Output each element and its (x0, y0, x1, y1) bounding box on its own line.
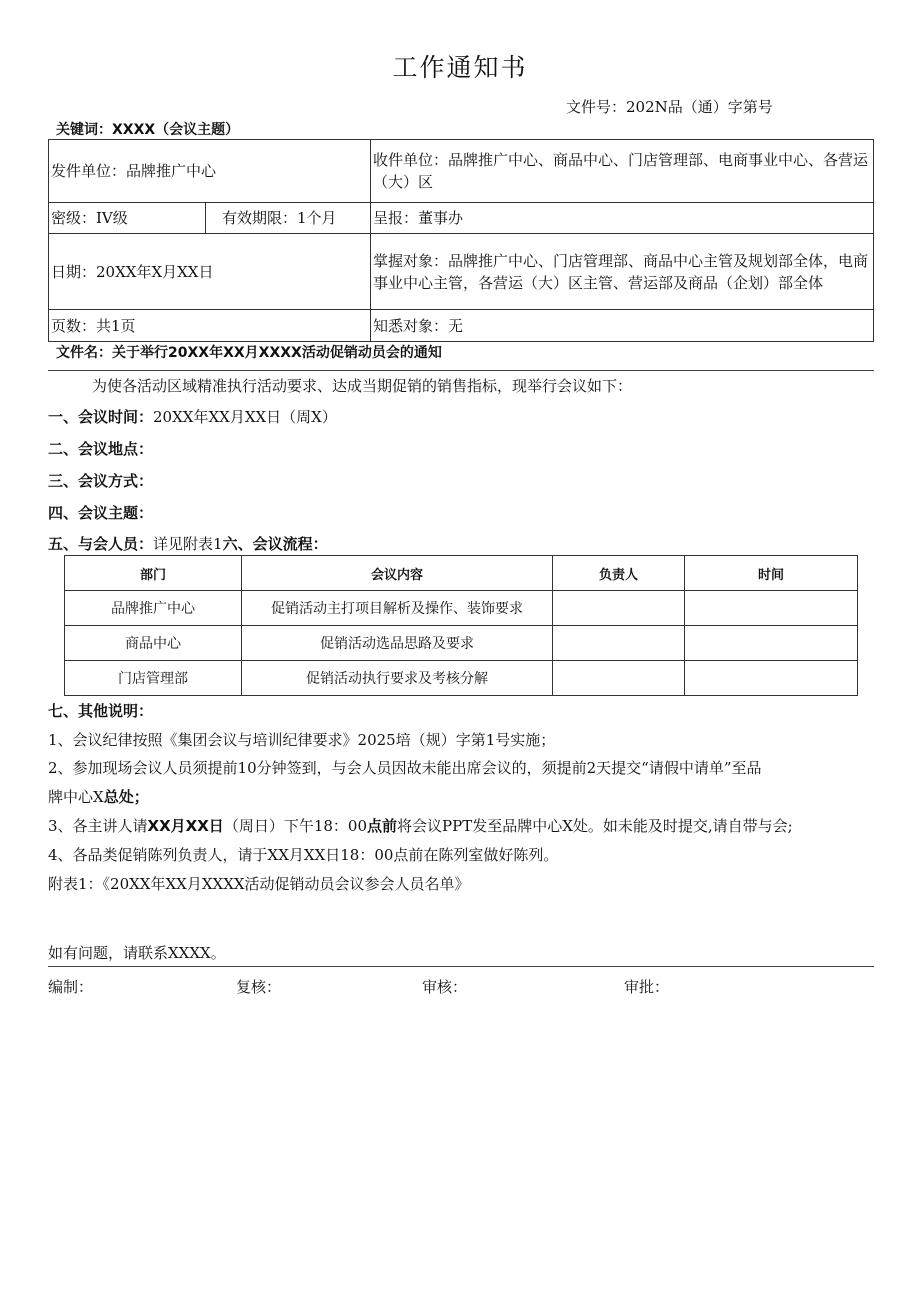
intro-paragraph: 为使各活动区域精准执行活动要求、达成当期促销的销售指标，现举行会议如下： (92, 377, 633, 395)
section-attendees (48, 533, 328, 554)
document-number: 文件号：202N品（通）字第号 (566, 98, 773, 116)
header-content: 会议内容 (242, 556, 553, 591)
cell-department: 商品中心 (65, 626, 242, 661)
section-label: 三、会议方式： (48, 472, 154, 490)
cell-content: 促销活动执行要求及考核分解 (242, 661, 553, 696)
other-heading: 七、其他说明： (48, 702, 154, 720)
keywords: 关键词：XXXX（会议主题） (56, 122, 240, 138)
notify-cell: 知悉对象：无 (371, 310, 874, 342)
info-table (48, 139, 874, 342)
signature-review: 复核： (236, 978, 282, 996)
section-label: 五、与会人员： (48, 535, 154, 553)
table-row (65, 661, 858, 696)
section-time (48, 406, 337, 427)
note-emphasis: 点前 (367, 817, 398, 835)
cell-time (685, 661, 858, 696)
note-text: 牌中心X (48, 788, 104, 806)
header-department: 部门 (65, 556, 242, 591)
document-title: 工作通知书 (392, 53, 528, 82)
validity-cell: 有效期限：1个月 (206, 203, 371, 234)
receiver-cell: 收件单位：品牌推广中心、商品中心、门店管理部、电商事业中心、各营运（大）区 (371, 140, 874, 203)
section-label: 一、会议时间： (48, 408, 154, 426)
note-text: 将会议PPT发至品牌中心X处。如未能及时提交,请自带与会; (397, 817, 793, 835)
note-item-2: 2、参加现场会议人员须提前10分钟签到，与会人员因故未能出席会议的，须提前2天提交“请假中请单”至品 (48, 759, 762, 777)
contact-line: 如有问题，请联系XXXX。 (48, 944, 226, 962)
note-emphasis: XX月XX日 (147, 817, 224, 835)
cell-owner (553, 661, 685, 696)
section-value: 详见附表1 (153, 535, 223, 553)
section-process-label: 六、会议流程： (222, 535, 328, 553)
report-to-cell: 呈报：董事办 (371, 203, 874, 234)
section-value: 20XX年XX月XX日（周X） (153, 408, 337, 426)
note-text: 3、各主讲人请 (48, 817, 148, 835)
section-label: 二、会议地点： (48, 440, 154, 458)
note-text: （周日）下午18：00 (223, 817, 367, 835)
cell-content: 促销活动主打项目解析及操作、装饰要求 (242, 591, 553, 626)
divider (48, 370, 874, 371)
note-item-3 (48, 815, 793, 836)
section-topic (48, 502, 153, 523)
cell-content: 促销活动选品思路及要求 (242, 626, 553, 661)
cell-department: 品牌推广中心 (65, 591, 242, 626)
section-method (48, 470, 153, 491)
section-label: 四、会议主题： (48, 504, 154, 522)
cell-time (685, 626, 858, 661)
sender-cell: 发件单位：品牌推广中心 (49, 140, 371, 203)
secret-level-cell: 密级：IV级 (49, 203, 206, 234)
note-item-1: 1、会议纪律按照《集团会议与培训纪律要求》2025培（规）字第1号实施； (48, 731, 556, 749)
cell-time (685, 591, 858, 626)
note-emphasis: 总处； (103, 788, 149, 806)
section-location (48, 438, 153, 459)
divider (48, 966, 874, 967)
cell-owner (553, 626, 685, 661)
signature-compile: 编制： (48, 978, 94, 996)
audience-cell: 掌握对象：品牌推广中心、门店管理部、商品中心主管及规划部全体，电商事业中心主管，各营运（大）区主管、营运部及商品（企划）部全体 (371, 234, 874, 310)
date-cell: 日期：20XX年X月XX日 (49, 234, 371, 310)
signature-audit: 审核： (422, 978, 468, 996)
note-item-4: 4、各品类促销陈列负责人，请于XX月XX日18：00点前在陈列室做好陈列。 (48, 846, 559, 864)
cell-department: 门店管理部 (65, 661, 242, 696)
signature-approve: 审批： (624, 978, 670, 996)
pages-cell: 页数：共1页 (49, 310, 371, 342)
note-item-2-cont (48, 786, 149, 807)
table-row (65, 591, 858, 626)
table-row (65, 626, 858, 661)
header-owner: 负责人 (553, 556, 685, 591)
meeting-process-table (64, 555, 858, 696)
appendix-note: 附表1：《20XX年XX月XXXX活动促销动员会议参会人员名单》 (48, 875, 470, 893)
cell-owner (553, 591, 685, 626)
file-name: 文件名：关于举行20XX年XX月XXXX活动促销动员会的通知 (56, 345, 442, 361)
header-time: 时间 (685, 556, 858, 591)
